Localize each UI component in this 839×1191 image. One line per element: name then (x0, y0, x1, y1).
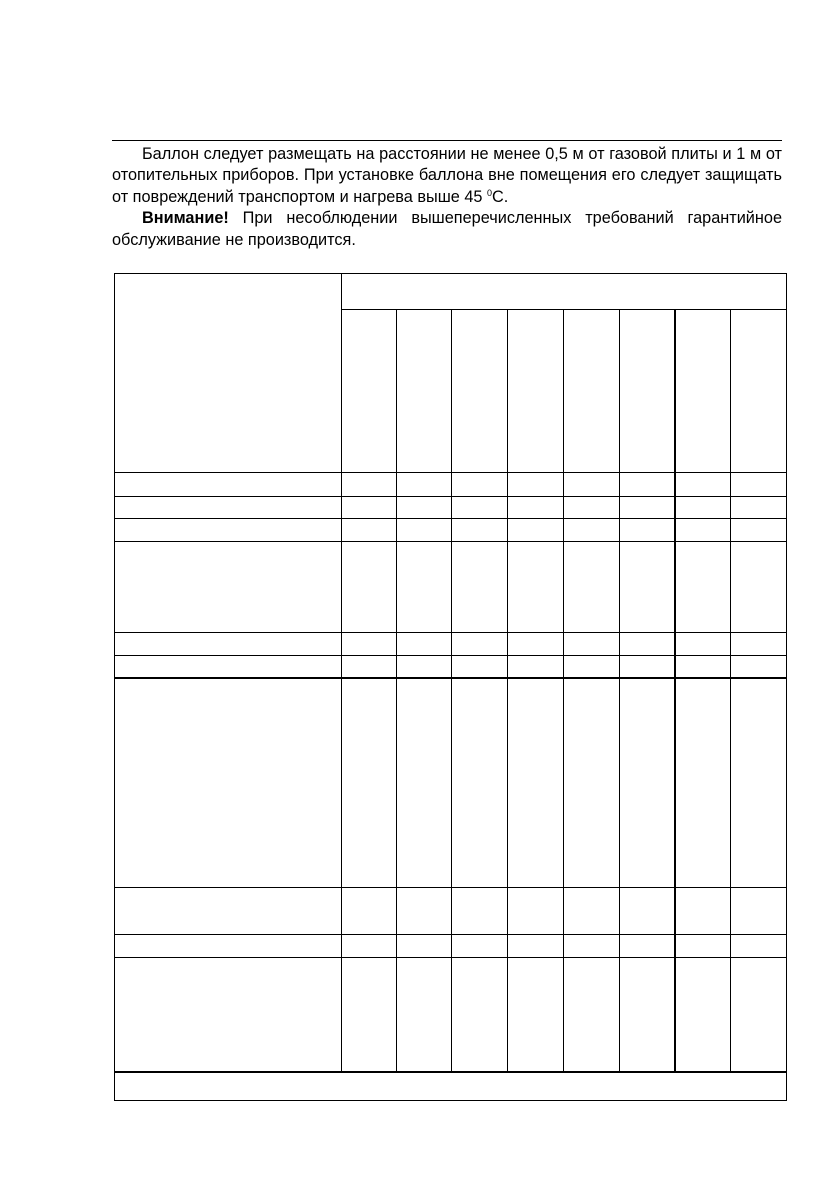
placement-text: Баллон следует размещать на расстоянии не менее 0,5 м от газовой плиты и 1 м от отопительных приборов. При установке баллона вне помещения его следует защищать от повреждений транспортом и нагрева выше 45 (112, 145, 782, 206)
degree-mark: 0 (486, 187, 492, 198)
row-line (114, 655, 787, 656)
temperature-unit: C. (492, 187, 509, 206)
row-line (114, 518, 787, 519)
row-line (114, 472, 787, 473)
table-border-top (114, 273, 787, 274)
row-line (114, 887, 787, 888)
table-border-left (114, 273, 115, 1101)
table-border-right (786, 273, 787, 1101)
header-column-divider (341, 273, 342, 1072)
row-line (114, 632, 787, 633)
table-border-bottom (114, 1100, 787, 1101)
row-line-bold (114, 677, 787, 679)
row-line (114, 957, 787, 958)
row-line (114, 541, 787, 542)
row-line (114, 934, 787, 935)
header-subrow-line (341, 309, 787, 310)
row-line (114, 496, 787, 497)
row-line-bold (114, 1071, 787, 1073)
warning-label: Внимание! (142, 209, 229, 228)
warning-text: При несоблюдении вышеперечисленных требований гарантийное обслуживание не производится. (112, 209, 782, 249)
